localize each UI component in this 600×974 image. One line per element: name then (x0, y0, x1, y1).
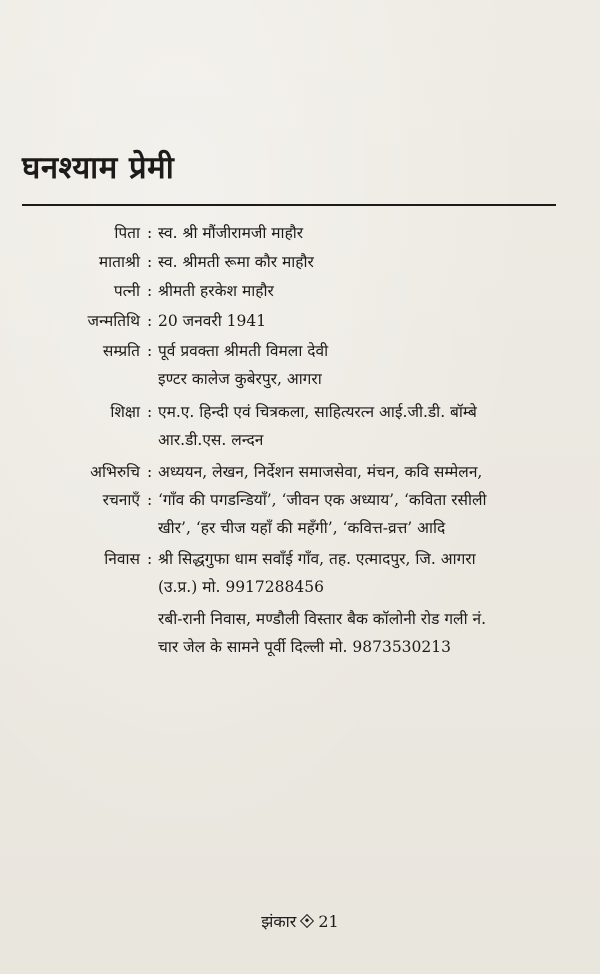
title-underline (22, 204, 556, 206)
bio-value: श्रीमती हरकेश माहौर (158, 282, 274, 300)
page-footer (0, 910, 600, 934)
bio-separator: : (147, 491, 153, 509)
bio-label: निवास (104, 550, 140, 568)
bio-separator: : (147, 312, 153, 330)
bio-label: जन्मतिथि (87, 312, 140, 330)
bio-value: एम.ए. हिन्दी एवं चित्रकला, साहित्यरत्न आई.जी.डी. बॉम्बे (158, 403, 477, 421)
bio-value: अध्ययन, लेखन, निर्देशन समाजसेवा, मंचन, कवि सम्मेलन, (158, 463, 483, 481)
bio-label: रचनाएँ (102, 491, 140, 509)
bio-value: स्व. श्री मौंजीरामजी माहौर (158, 224, 304, 242)
diamond-ornament-icon (300, 914, 314, 928)
bio-separator: : (147, 403, 153, 421)
page-number: 21 (318, 912, 339, 931)
bio-separator: : (147, 282, 153, 300)
page-title: घनश्याम प्रेमी (22, 150, 175, 186)
bio-value-continued: खीर’, ‘हर चीज यहाँ की महँगी’, ‘कवित्त-व्रत्त’ आदि (158, 519, 446, 537)
bio-separator: : (147, 463, 153, 481)
bio-label: पत्नी (113, 282, 140, 300)
bio-separator: : (147, 224, 153, 242)
bio-value-continued: आर.डी.एस. लन्दन (158, 431, 264, 449)
bio-label: पिता (114, 224, 140, 242)
bio-value: पूर्व प्रवक्ता श्रीमती विमला देवी (158, 342, 329, 360)
bio-separator: : (147, 253, 153, 271)
bio-value-continued: इण्टर कालेज कुबेरपुर, आगरा (158, 370, 322, 388)
bio-label: अभिरुचि (90, 463, 140, 481)
bio-value-continued: चार जेल के सामने पूर्वी दिल्ली मो. 9873530213 (158, 638, 451, 656)
bio-label: सम्प्रति (102, 342, 140, 360)
bio-separator: : (147, 550, 153, 568)
bio-separator: : (147, 342, 153, 360)
bio-label: शिक्षा (110, 403, 140, 421)
bio-value: श्री सिद्धगुफा धाम सवाँई गाँव, तह. एत्मादपुर, जि. आगरा (158, 550, 476, 568)
bio-value-continued: रबी-रानी निवास, मण्डौली विस्तार बैक कॉलोनी रोड गली नं. (158, 610, 487, 628)
bio-value: स्व. श्रीमती रूमा कौर माहौर (158, 253, 314, 271)
bio-value: 20 जनवरी 1941 (158, 312, 267, 330)
bio-value: ‘गाँव की पगडन्डियाँ’, ‘जीवन एक अध्याय’, ‘कविता रसीली (158, 491, 487, 509)
bio-value-continued: (उ.प्र.) मो. 9917288456 (158, 578, 324, 596)
book-title: झंकार (261, 912, 297, 931)
bio-label: माताश्री (98, 253, 140, 271)
